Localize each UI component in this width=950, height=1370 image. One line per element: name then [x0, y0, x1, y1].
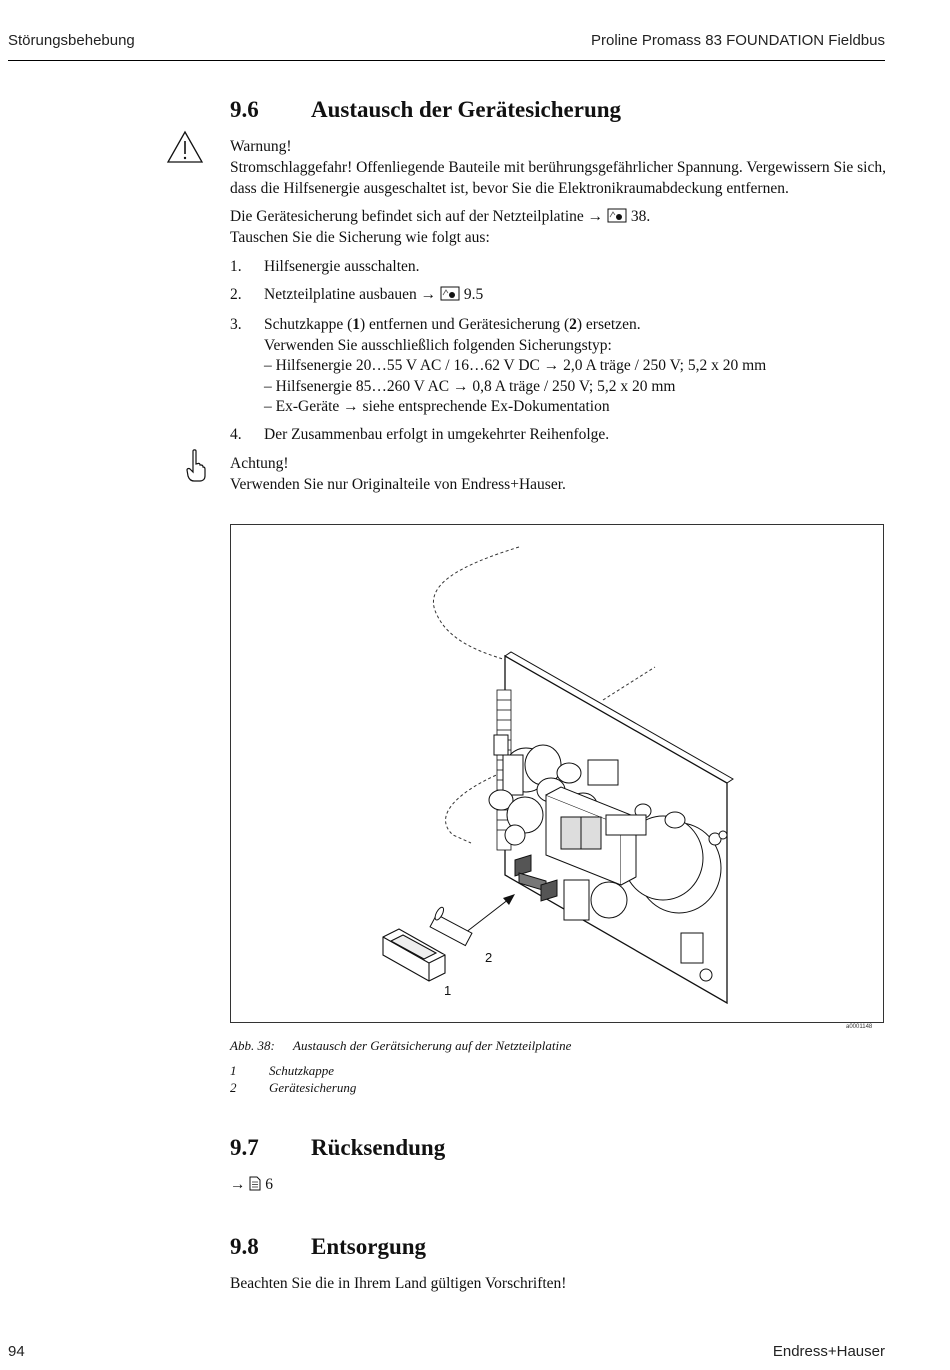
- figure-label-2: 2: [485, 950, 493, 965]
- section-number: 9.6: [230, 97, 259, 122]
- figure-reference-icon: [607, 208, 627, 223]
- legend-item: 2 Gerätesicherung: [230, 1080, 357, 1095]
- caution-text: Verwenden Sie nur Originalteile von Endress+Hauser.: [230, 476, 566, 493]
- warning-text: Stromschlaggefahr! Offenliegende Bauteile mit berührungsgefährlicher Spannung. Vergewissern Sie sich, dass die Hilfsenergie ausgeschaltet ist, bevor Sie die Elektronikraumabdeckung entfernen.: [230, 159, 886, 197]
- caption-number: Abb. 38:: [230, 1038, 275, 1053]
- section-title: Austausch der Gerätesicherung: [311, 97, 622, 122]
- intro-text-1: Die Gerätesicherung befindet sich auf der Netzteilplatine → 38.: [230, 208, 651, 225]
- figure-caption: [230, 1038, 571, 1054]
- intro-text-2: Tauschen Sie die Sicherung wie folgt aus:: [230, 229, 490, 246]
- warning-triangle-icon: [166, 130, 204, 164]
- section-heading-9-8: [230, 1234, 426, 1260]
- figure-label-1: 1: [444, 983, 452, 998]
- section-heading-9-7: [230, 1135, 445, 1161]
- section-number: 9.8: [230, 1234, 259, 1259]
- section-title: Entsorgung: [311, 1234, 427, 1259]
- running-header-product: Proline Promass 83 FOUNDATION Fieldbus: [591, 32, 885, 49]
- section-number: 9.7: [230, 1135, 259, 1160]
- page-reference: → 6: [230, 1176, 273, 1193]
- section-heading-9-6: [230, 97, 621, 123]
- warning-title: Warnung!: [230, 138, 292, 155]
- page-reference-icon: [249, 1176, 261, 1191]
- caption-text: Austausch der Gerätsicherung auf der Netzteilplatine: [293, 1038, 572, 1053]
- footer-brand: Endress+Hauser: [772, 1343, 885, 1360]
- caution-hand-icon: [184, 448, 208, 484]
- running-header-section: Störungsbehebung: [8, 32, 135, 49]
- caution-title: Achtung!: [230, 455, 289, 472]
- header-divider: [8, 60, 885, 61]
- disposal-text: Beachten Sie die in Ihrem Land gültigen Vorschriften!: [230, 1275, 567, 1292]
- page-number: 94: [8, 1343, 25, 1360]
- power-supply-board-illustration: [231, 525, 883, 1022]
- figure-id: a0001148: [846, 1024, 873, 1030]
- legend-item: 1 Schutzkappe: [230, 1063, 334, 1078]
- figure-frame: [230, 524, 884, 1023]
- figure-reference-icon: [440, 286, 460, 301]
- section-title: Rücksendung: [311, 1135, 446, 1160]
